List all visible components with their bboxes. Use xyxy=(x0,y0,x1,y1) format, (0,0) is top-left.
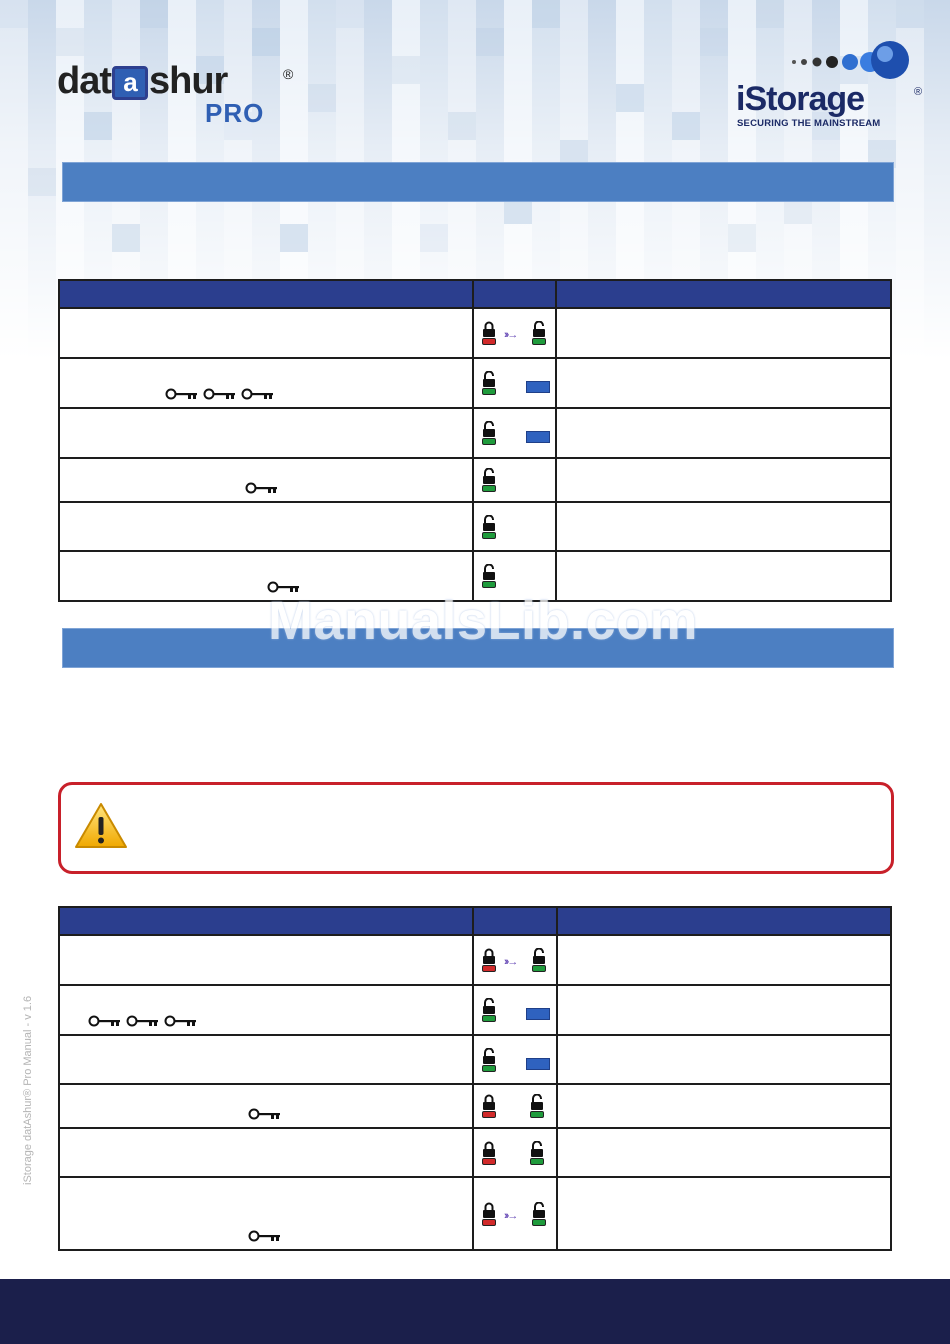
action-cell xyxy=(59,308,473,358)
locked-padlock-icon xyxy=(482,321,496,345)
status-cell xyxy=(556,408,891,458)
led-cell xyxy=(473,935,557,985)
transition-arrow-icon: ››→ xyxy=(504,329,517,341)
table-row xyxy=(59,458,891,502)
pattern-tile xyxy=(476,28,504,56)
table-row xyxy=(59,1128,891,1177)
led-indicator-group xyxy=(474,309,555,357)
green-led-indicator xyxy=(482,1015,496,1022)
key-sequence xyxy=(88,1014,198,1028)
unlocked-padlock-icon xyxy=(532,948,546,972)
led-indicator-group xyxy=(474,359,555,407)
pattern-tile xyxy=(728,224,756,252)
pattern-tile xyxy=(140,0,168,28)
registered-mark: ® xyxy=(283,66,294,82)
unlocked-padlock-icon xyxy=(482,371,496,395)
action-cell xyxy=(59,458,473,502)
led-indicator-group xyxy=(474,1129,556,1176)
locked-padlock-icon xyxy=(482,1094,496,1118)
led-indicator-group xyxy=(474,409,555,457)
table1-header-action xyxy=(59,280,473,308)
unlocked-padlock-icon xyxy=(532,1202,546,1226)
unlocked-padlock-icon xyxy=(482,515,496,539)
unlocked-padlock-icon xyxy=(482,421,496,445)
table-row xyxy=(59,985,891,1035)
pattern-tile xyxy=(28,168,56,196)
action-cell xyxy=(59,985,473,1035)
warning-triangle-icon xyxy=(73,801,129,851)
key-icon xyxy=(248,1107,282,1121)
green-led-indicator xyxy=(482,485,496,492)
red-led-indicator xyxy=(482,338,496,345)
table2-header-led xyxy=(473,907,557,935)
status-cell xyxy=(557,1177,891,1250)
warning-box xyxy=(58,782,894,874)
led-indicator-group xyxy=(474,1085,556,1127)
led-cell xyxy=(473,408,556,458)
unlocked-padlock-icon xyxy=(530,1094,544,1118)
action-cell xyxy=(59,1084,473,1128)
key-sequence xyxy=(248,1107,282,1121)
pattern-tile xyxy=(392,56,420,84)
pattern-tile xyxy=(252,28,280,56)
key-icon xyxy=(165,387,199,401)
pattern-tile xyxy=(700,28,728,56)
unlocked-padlock-icon xyxy=(482,564,496,588)
status-cell xyxy=(556,308,891,358)
unlocked-padlock-icon xyxy=(482,998,496,1022)
led-table-1 xyxy=(58,279,892,602)
led-cell xyxy=(473,358,556,408)
pattern-tile xyxy=(112,224,140,252)
table-row xyxy=(59,408,891,458)
istorage-logo xyxy=(732,34,932,134)
key-icon xyxy=(164,1014,198,1028)
status-cell xyxy=(557,1084,891,1128)
pattern-tile xyxy=(308,84,336,112)
istorage-wordmark: iStorage xyxy=(736,80,865,118)
action-cell xyxy=(59,935,473,985)
green-led-indicator xyxy=(532,338,546,345)
green-led-indicator xyxy=(482,1065,496,1072)
status-cell xyxy=(556,458,891,502)
action-cell xyxy=(59,408,473,458)
led-cell xyxy=(473,308,556,358)
green-led-indicator xyxy=(482,438,496,445)
action-cell xyxy=(59,1035,473,1084)
istorage-tagline: SECURING THE MAINSTREAM xyxy=(737,118,881,129)
sidebar-version-text: iStorage datAshur® Pro Manual - v 1.6 xyxy=(22,995,34,1185)
section-title-1 xyxy=(63,163,893,183)
pattern-tile xyxy=(616,84,644,112)
key-sequence xyxy=(245,481,279,495)
green-led-indicator xyxy=(482,532,496,539)
table-row xyxy=(59,1084,891,1128)
table1-header-led xyxy=(473,280,556,308)
blue-led-indicator xyxy=(526,381,550,393)
action-cell xyxy=(59,358,473,408)
table-row xyxy=(59,935,891,985)
status-cell xyxy=(557,1035,891,1084)
key-icon xyxy=(126,1014,160,1028)
unlocked-padlock-icon xyxy=(482,468,496,492)
table-row xyxy=(59,358,891,408)
action-cell xyxy=(59,502,473,551)
locked-padlock-icon xyxy=(482,1141,496,1165)
pattern-tile xyxy=(448,112,476,140)
pattern-tile xyxy=(56,28,84,56)
led-indicator-group xyxy=(474,503,555,550)
table2-header-action xyxy=(59,907,473,935)
status-cell xyxy=(557,935,891,985)
led-cell xyxy=(473,1084,557,1128)
unlocked-padlock-icon xyxy=(532,321,546,345)
key-icon xyxy=(241,387,275,401)
blue-led-indicator xyxy=(526,1058,550,1070)
page-footer-band xyxy=(0,1279,950,1344)
datashur-wordmark: dat a shur xyxy=(57,60,228,102)
led-indicator-group xyxy=(474,459,555,501)
pro-label: PRO xyxy=(205,98,265,128)
led-cell xyxy=(473,502,556,551)
green-led-indicator xyxy=(530,1111,544,1118)
locked-padlock-icon xyxy=(482,1202,496,1226)
pattern-tile xyxy=(672,112,700,140)
transition-arrow-icon: ››→ xyxy=(504,956,517,968)
pattern-tile xyxy=(336,0,364,28)
blue-led-indicator xyxy=(526,1008,550,1020)
pattern-tile xyxy=(756,0,784,28)
key-sequence xyxy=(248,1229,282,1243)
red-led-indicator xyxy=(482,1111,496,1118)
led-cell xyxy=(473,1177,557,1250)
key-icon xyxy=(245,481,279,495)
green-led-indicator xyxy=(482,388,496,395)
status-cell xyxy=(556,502,891,551)
led-cell xyxy=(473,985,557,1035)
green-led-indicator xyxy=(530,1158,544,1165)
watermark-text: ManualsLib.com xyxy=(268,591,699,651)
led-indicator-group xyxy=(474,936,556,984)
pattern-tile xyxy=(0,0,28,28)
key-sequence xyxy=(165,387,275,401)
unlocked-padlock-icon xyxy=(530,1141,544,1165)
red-led-indicator xyxy=(482,965,496,972)
led-indicator-group xyxy=(474,986,556,1034)
blue-led-indicator xyxy=(526,431,550,443)
table-row xyxy=(59,308,891,358)
led-cell xyxy=(473,1128,557,1177)
locked-padlock-icon xyxy=(482,948,496,972)
pattern-tile xyxy=(280,224,308,252)
unlocked-padlock-icon xyxy=(482,1048,496,1072)
pattern-tile xyxy=(420,224,448,252)
table-row xyxy=(59,502,891,551)
table-row xyxy=(59,1177,891,1250)
registered-mark: ® xyxy=(914,86,923,98)
led-table-2 xyxy=(58,906,892,1251)
red-led-indicator xyxy=(482,1219,496,1226)
transition-arrow-icon: ››→ xyxy=(504,1210,517,1222)
led-cell xyxy=(473,458,556,502)
section-title-bar-1 xyxy=(62,162,894,202)
pattern-tile xyxy=(532,0,560,28)
status-cell xyxy=(557,1128,891,1177)
led-indicator-group xyxy=(474,1178,556,1249)
table1-header-status xyxy=(556,280,891,308)
datashur-pro-logo xyxy=(57,60,297,130)
key-icon xyxy=(203,387,237,401)
status-cell xyxy=(556,358,891,408)
green-led-indicator xyxy=(482,581,496,588)
action-cell xyxy=(59,1177,473,1250)
green-led-indicator xyxy=(532,965,546,972)
key-icon xyxy=(248,1229,282,1243)
pattern-tile xyxy=(896,0,924,28)
table2-header-status xyxy=(557,907,891,935)
led-indicator-group xyxy=(474,1036,556,1083)
action-cell xyxy=(59,1128,473,1177)
led-cell xyxy=(473,1035,557,1084)
green-led-indicator xyxy=(532,1219,546,1226)
key-icon xyxy=(88,1014,122,1028)
status-cell xyxy=(557,985,891,1035)
table-row xyxy=(59,1035,891,1084)
red-led-indicator xyxy=(482,1158,496,1165)
